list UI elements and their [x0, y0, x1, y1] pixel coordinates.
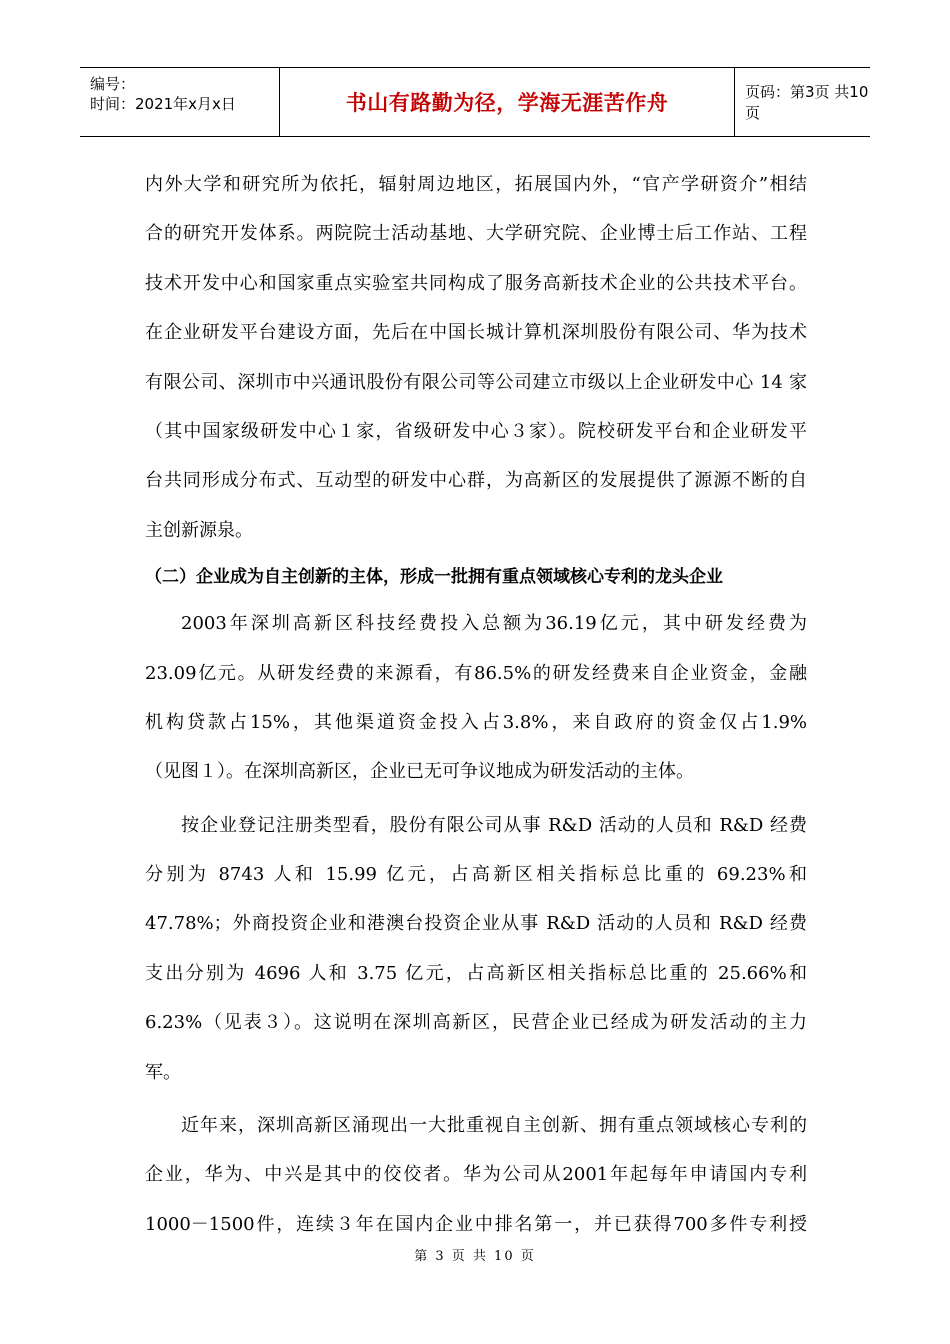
text-line: 合的研究开发体系。两院院士活动基地、大学研究院、企业博士后工作站、工程 [145, 223, 807, 245]
text-line: 内外大学和研究所为依托，辐射周边地区，拓展国内外，“官产学研资介”相结 [145, 174, 807, 195]
paragraph-1 [145, 160, 807, 555]
document-number-label: 编号： [90, 75, 136, 93]
text-line: 在企业研发平台建设方面，先后在中国长城计算机深圳股份有限公司、华为技术 [145, 322, 807, 344]
text-line: 企业，华为、中兴是其中的佼佼者。华为公司从2001年起每年申请国内专利 [145, 1164, 807, 1186]
text-line: 军。 [145, 1061, 181, 1083]
document-body [145, 160, 807, 1249]
header-meta [80, 68, 280, 136]
text-line: 有限公司、深圳市中兴通讯股份有限公司等公司建立市级以上企业研发中心 14 家 [145, 371, 807, 393]
header-page-info: 页码：第3页 共10页 [745, 83, 869, 122]
text-line: 近年来，深圳高新区涌现出一大批重视自主创新、拥有重点领域核心专利的 [181, 1115, 807, 1137]
page-header [80, 67, 870, 137]
paragraph-4 [145, 1101, 807, 1249]
text-line: 分别为 8743 人和 15.99 亿元，占高新区相关指标总比重的 69.23%和 [145, 864, 807, 886]
text-line: 47.78%；外商投资企业和港澳台投资企业从事 R&D 活动的人员和 R&D 经费 [145, 913, 807, 935]
paragraph-2 [145, 599, 807, 797]
text-line: 按企业登记注册类型看，股份有限公司从事 R&D 活动的人员和 R&D 经费 [181, 814, 807, 836]
text-line: 台共同形成分布式、互动型的研发中心群，为高新区的发展提供了源源不断的自 [145, 470, 807, 492]
header-motto: 书山有路勤为径，学海无涯苦作舟 [280, 68, 735, 136]
section-heading: （二）企业成为自主创新的主体，形成一批拥有重点领域核心专利的龙头企业 [145, 567, 723, 588]
text-line: 2003年深圳高新区科技经费投入总额为36.19亿元，其中研发经费为 [181, 613, 807, 635]
page-footer: 第 3 页 共 10 页 [414, 1249, 536, 1264]
paragraph-3 [145, 801, 807, 1097]
text-line: 主创新源泉。 [145, 519, 253, 541]
text-line: （其中国家级研发中心１家，省级研发中心３家）。院校研发平台和企业研发平 [145, 420, 807, 442]
text-line: 机构贷款占15%，其他渠道资金投入占3.8%，来自政府的资金仅占1.9% [145, 711, 807, 733]
document-time-label: 时间：2021年x月x日 [90, 95, 236, 113]
text-line: 23.09亿元。从研发经费的来源看，有86.5%的研发经费来自企业资金，金融 [145, 662, 807, 684]
text-line: 支出分别为 4696 人和 3.75 亿元，占高新区相关指标总比重的 25.66%和 [145, 962, 807, 984]
text-line: 1000－1500件，连续３年在国内企业中排名第一，并已获得700多件专利授 [145, 1213, 807, 1235]
text-line: 技术开发中心和国家重点实验室共同构成了服务高新技术企业的公共技术平台。 [145, 272, 807, 294]
text-line: 6.23%（见表３）。这说明在深圳高新区，民营企业已经成为研发活动的主力 [145, 1012, 807, 1034]
text-line: （见图１）。在深圳高新区，企业已无可争议地成为研发活动的主体。 [145, 761, 694, 783]
